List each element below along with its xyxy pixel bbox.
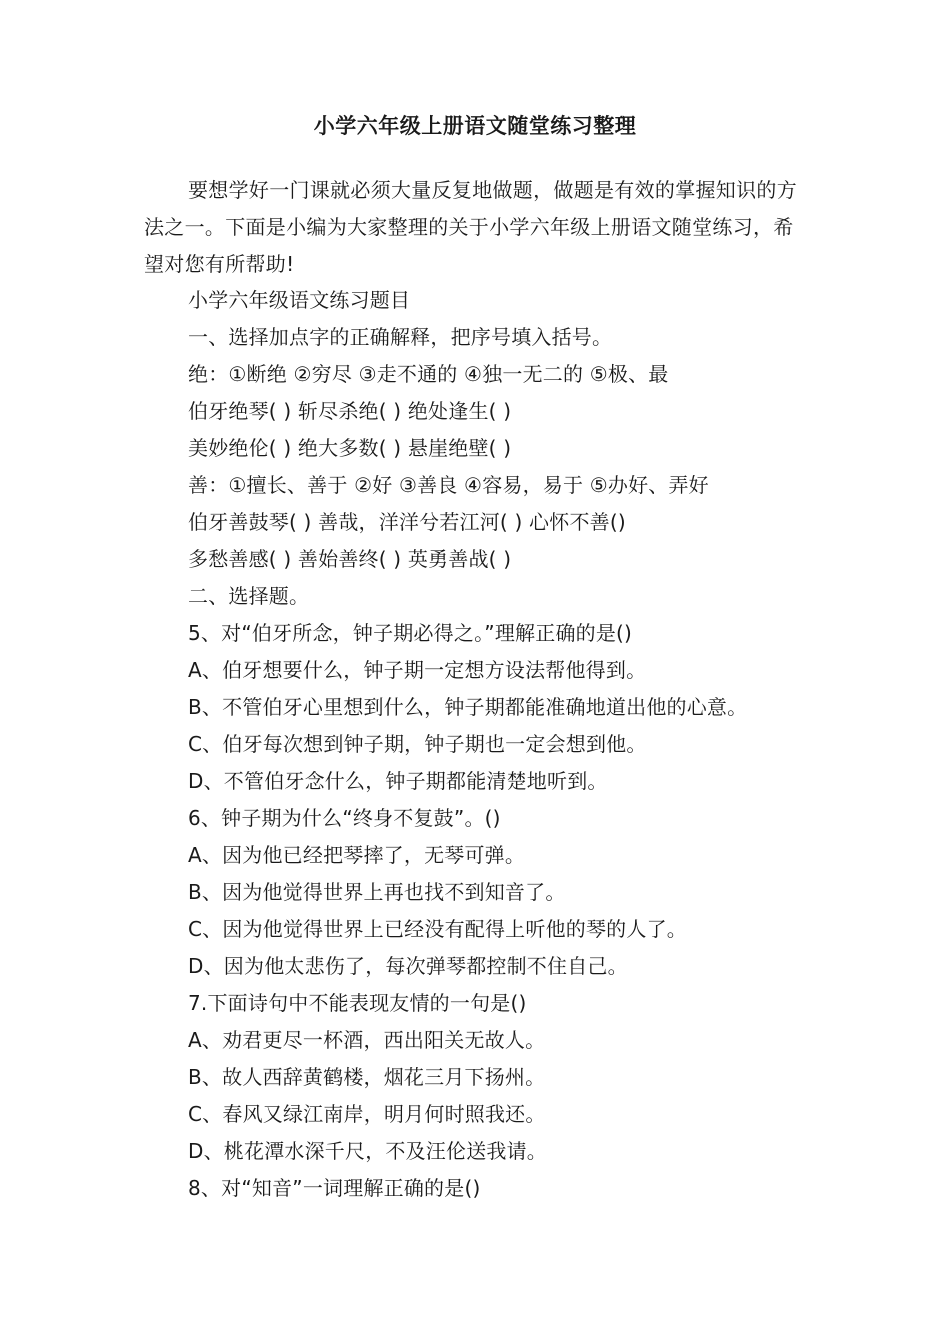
- option-line: B、故人西辞黄鹤楼，烟花三月下扬州。: [188, 1065, 546, 1089]
- question-line: 8、对“知音”一词理解正确的是(): [188, 1176, 481, 1200]
- option-line: A、劝君更尽一杯酒，西出阳关无故人。: [188, 1028, 546, 1052]
- document-title: 小学六年级上册语文随堂练习整理: [313, 114, 637, 138]
- option-line: C、春风又绿江南岸，明月何时照我还。: [188, 1102, 546, 1126]
- option-line: D、桃花潭水深千尺，不及汪伦送我请。: [188, 1139, 548, 1163]
- option-line: D、因为他太悲伤了，每次弹琴都控制不住自己。: [188, 954, 628, 978]
- section-heading: 小学六年级语文练习题目: [188, 288, 411, 312]
- exercise-line: 美妙绝伦( ) 绝大多数( ) 悬崖绝壁( ): [188, 436, 512, 460]
- option-line: B、不管伯牙心里想到什么，钟子期都能准确地道出他的心意。: [188, 695, 748, 719]
- exercise-line: 多愁善感( ) 善始善终( ) 英勇善战( ): [188, 547, 512, 571]
- definition-line: 善：①擅长、善于 ②好 ③善良 ④容易，易于 ⑤办好、弄好: [188, 473, 709, 497]
- option-line: A、伯牙想要什么，钟子期一定想方设法帮他得到。: [188, 658, 647, 682]
- option-line: C、伯牙每次想到钟子期，钟子期也一定会想到他。: [188, 732, 647, 756]
- question-line: 5、对“伯牙所念，钟子期必得之。”理解正确的是(): [188, 621, 633, 645]
- definition-line: 绝：①断绝 ②穷尽 ③走不通的 ④独一无二的 ⑤极、最: [188, 362, 669, 386]
- option-line: C、因为他觉得世界上已经没有配得上听他的琴的人了。: [188, 917, 687, 941]
- question-line: 7.下面诗句中不能表现友情的一句是(): [188, 991, 527, 1015]
- exercise-list: [188, 282, 828, 1207]
- exercise-line: 伯牙善鼓琴( ) 善哉，洋洋兮若江河( ) 心怀不善(): [188, 510, 626, 534]
- question-heading: 二、选择题。: [188, 584, 310, 608]
- exercise-line: 伯牙绝琴( ) 斩尽杀绝( ) 绝处逢生( ): [188, 399, 512, 423]
- option-line: A、因为他已经把琴摔了，无琴可弹。: [188, 843, 526, 867]
- intro-paragraph: 要想学好一门课就必须大量反复地做题，做题是有效的掌握知识的方法之一。下面是小编为大家整理的关于小学六年级上册语文随堂练习，希望对您有所帮助!: [144, 178, 797, 276]
- option-line: D、不管伯牙念什么，钟子期都能清楚地听到。: [188, 769, 608, 793]
- option-line: B、因为他觉得世界上再也找不到知音了。: [188, 880, 566, 904]
- question-line: 6、钟子期为什么“终身不复鼓”。(): [188, 806, 501, 830]
- question-heading: 一、选择加点字的正确解释，把序号填入括号。: [188, 325, 613, 349]
